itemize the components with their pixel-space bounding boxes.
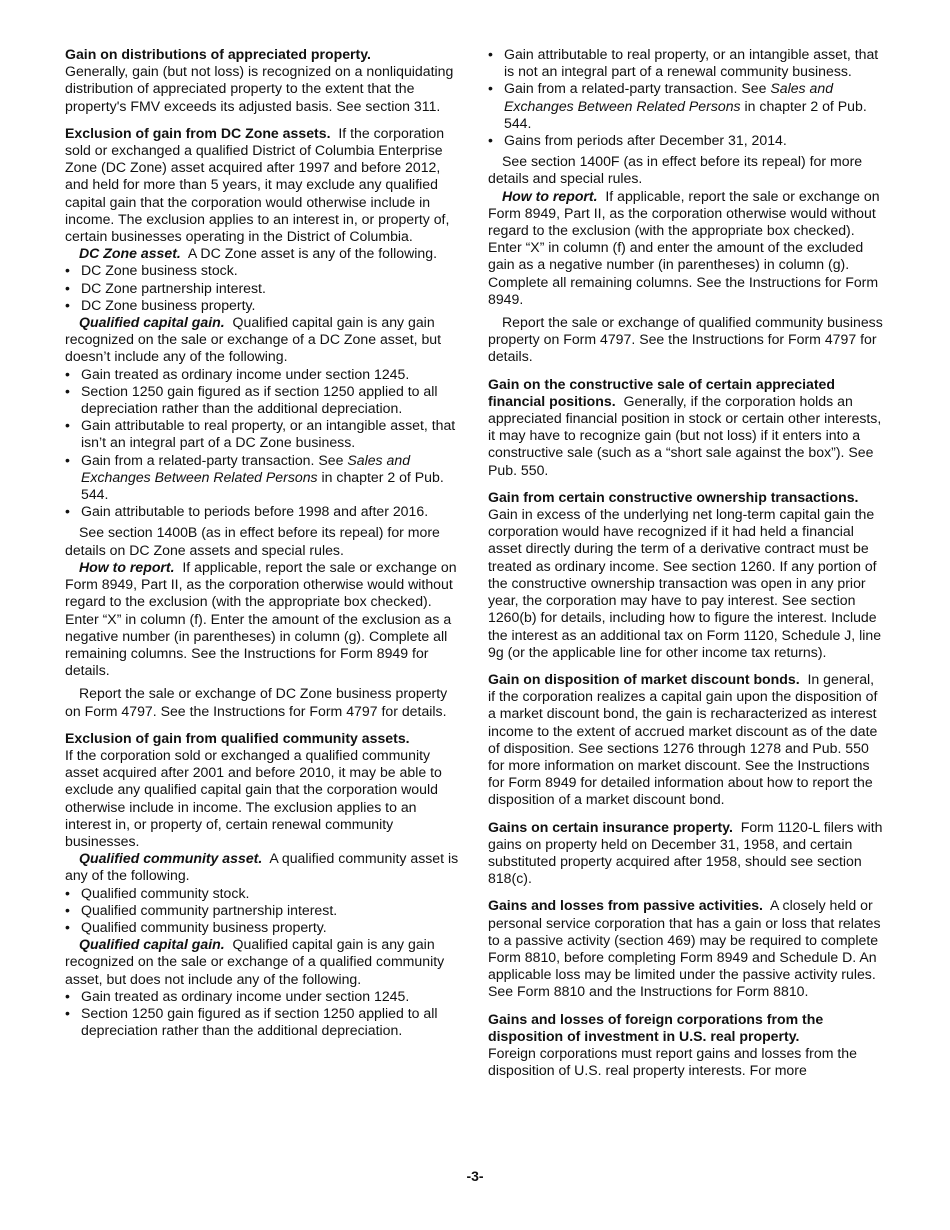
how-to-report-para: How to report. If applicable, report the sale or exchange on Form 8949, Part II, as the corporation otherwise would without regard to the exclusion (with the appropriate box checked). Enter “X” in column (f). Enter the amount of the exclusion as a negative number (in parentheses) in column (g). Complete all remaining columns. See the Instructions for Form 8949 for details. — [65, 558, 457, 679]
qualified-capital-gain-para-2: Qualified capital gain. Qualified capital gain is any gain recognized on the sale or exchange of a qualified community asset, but does not include any of the following. — [65, 936, 445, 987]
subheading: Qualified capital gain. — [79, 936, 225, 953]
section-heading: Gain on the constructive sale of certain appreciated financial positions. — [488, 375, 835, 409]
list-item: • Gain from a related-party transaction. See Sales and Exchanges Between Related Persons in chapter 2 of Pub. 544. — [65, 452, 460, 504]
see-section-1400f: See section 1400F (as in effect before its repeal) for more details and special rules. — [488, 153, 863, 187]
list-item: • Gain treated as ordinary income under section 1245. — [65, 988, 460, 1005]
qualified-capital-gain-para: Qualified capital gain. Qualified capital gain is any gain recognized on the sale or exchange of a DC Zone asset, but doesn’t include any of the following. — [65, 314, 442, 365]
section-heading: Gain on distributions of appreciated property. — [65, 46, 371, 62]
list-item: • DC Zone business property. — [65, 297, 460, 314]
section-market-discount-bonds — [488, 671, 885, 809]
list-item: • Section 1250 gain figured as if section 1250 applied to all depreciation rather than the additional depreciation. — [65, 1005, 460, 1039]
list-item: • Gain attributable to real property, or an intangible asset, that isn’t an integral part of a DC Zone business. — [65, 417, 460, 451]
see-section-1400b: See section 1400B (as in effect before its repeal) for more details on DC Zone assets and special rules. — [65, 524, 440, 558]
subheading: How to report. — [502, 187, 598, 204]
list-item: • Section 1250 gain figured as if section 1250 applied to all depreciation rather than the additional depreciation. — [65, 383, 460, 417]
section-heading: Exclusion of gain from qualified community assets. — [65, 729, 410, 746]
section-heading: Gains and losses from passive activities. — [488, 897, 763, 914]
section-constructive-sale — [488, 376, 885, 479]
section-body: Foreign corporations must report gains and losses from the disposition of U.S. real property interests. For more — [488, 1044, 857, 1079]
section-body: If the corporation sold or exchanged a qualified District of Columbia Enterprise Zone (DC Zone) asset acquired after 1997 and before 2012, and held for more than 5 years, it may exclude any qualified capital gain that the corporation would otherwise include in income. The exclusion applies to an interest in, or property of, certain businesses operating in the District of Columbia. — [65, 124, 450, 245]
list-item: • Gain attributable to real property, or an intangible asset, that is not an integral part of a renewal community business. — [488, 46, 885, 80]
section-heading: Gain from certain constructive ownership transactions. — [488, 488, 859, 505]
section-constructive-ownership — [488, 489, 885, 661]
qualified-community-asset-para: Qualified community asset. A qualified community asset is any of the following. — [65, 850, 459, 884]
right-column — [488, 46, 885, 1079]
report-dc-zone-para: Report the sale or exchange of DC Zone business property on Form 4797. See the Instructions for Form 4797 for details. — [65, 685, 448, 719]
section-dc-zone — [65, 125, 460, 245]
subheading: Qualified capital gain. — [79, 314, 225, 331]
list-item: • DC Zone partnership interest. — [65, 280, 460, 297]
section-community-assets — [65, 730, 460, 850]
list-item: • Gains from periods after December 31, 2014. — [488, 132, 885, 149]
report-community-para: Report the sale or exchange of qualified community business property on Form 4797. See the Instructions for Form 4797 for details. — [488, 314, 883, 365]
section-heading: Gain on disposition of market discount bonds. — [488, 670, 800, 687]
section-body: Form 1120-L filers with gains on property held on December 31, 1958, and certain substituted property acquired after 1958, should see section 818(c). — [488, 818, 883, 887]
how-to-report-para: How to report. If applicable, report the sale or exchange on Form 8949, Part II, as the corporation otherwise would without regard to the exclusion (with the appropriate box checked). Enter “X” in column (f) and enter the amount of the excluded gain as a negative number (in parentheses) in column (g). Complete all remaining columns. See the Instructions for Form 8949. — [488, 187, 880, 307]
subheading: How to report. — [79, 558, 175, 575]
section-heading: Exclusion of gain from DC Zone assets. — [65, 124, 331, 141]
section-heading: Gains and losses of foreign corporations from the disposition of investment in U.S. real property. — [488, 1010, 824, 1044]
section-heading: Gains on certain insurance property. — [488, 818, 733, 835]
subheading: Qualified community asset. — [79, 850, 263, 867]
section-body: Gain in excess of the underlying net long-term capital gain the corporation would have recognized if it had held a financial asset directly during the term of a derivative contract must be treated as ordinary income. See section 1260. If any portion of the constructive ownership transaction was open in any prior year, the corporation may have to pay interest. See section 1260(b) for details, including how to figure the interest. Include the interest as an additional tax on Form 1120, Schedule J, line 9g (or the applicable line for other income tax returns). — [488, 506, 882, 660]
section-body: Generally, gain (but not loss) is recognized on a nonliquidating distribution of appreciated property to the extent that the property's FMV exceeds its adjusted basis. See section 311. — [65, 63, 454, 114]
section-distributions — [65, 46, 460, 115]
list-item: • Gain treated as ordinary income under section 1245. — [65, 366, 460, 383]
section-body: If the corporation sold or exchanged a qualified community asset acquired after 2001 and before 2010, it may be able to exclude any qualified capital gain that the corporation would otherwise include in income. The exclusion applies to an interest in, or property of, certain renewal community businesses. — [65, 746, 442, 849]
list-item: • Gain attributable to periods before 1998 and after 2016. — [65, 503, 460, 520]
left-column — [65, 46, 460, 1039]
list-item: • Qualified community partnership interest. — [65, 902, 460, 919]
section-passive-activities — [488, 897, 885, 1000]
section-body: A closely held or personal service corporation that has a gain or loss that relates to a passive activity (section 469) may be required to complete Form 8810, before completing Form 8949 and Schedule D. An applicable loss may be limited under the passive activity rules. See Form 8810 and the Instructions for Form 8810. — [488, 897, 881, 1000]
section-body: In general, if the corporation realizes a capital gain upon the disposition of a market discount bond, the gain is recharacterized as interest income to the extent of accrued market discount as of the date of disposition. See sections 1276 through 1278 and Pub. 550 for more information on market discount. See the Instructions for Form 8949 for detailed information about how to report the disposition of a market discount bond. — [488, 670, 878, 808]
section-body: Generally, if the corporation holds an appreciated financial position in stock or certain other interests, it may have to recognize gain (but not loss) if it enters into a constructive sale (such as a “short sale against the box”). See Pub. 550. — [488, 392, 882, 478]
section-foreign-corporations — [488, 1011, 885, 1080]
page-number: -3- — [466, 1168, 484, 1184]
section-insurance-property — [488, 819, 885, 888]
list-item: • Qualified community business property. — [65, 919, 460, 936]
subheading: DC Zone asset. — [79, 245, 181, 262]
list-item: • Qualified community stock. — [65, 885, 460, 902]
list-item: • Gain from a related-party transaction. See Sales and Exchanges Between Related Persons in chapter 2 of Pub. 544. — [488, 80, 885, 132]
dc-zone-asset-para: DC Zone asset. A DC Zone asset is any of the following. — [79, 245, 438, 262]
list-item: • DC Zone business stock. — [65, 262, 460, 279]
